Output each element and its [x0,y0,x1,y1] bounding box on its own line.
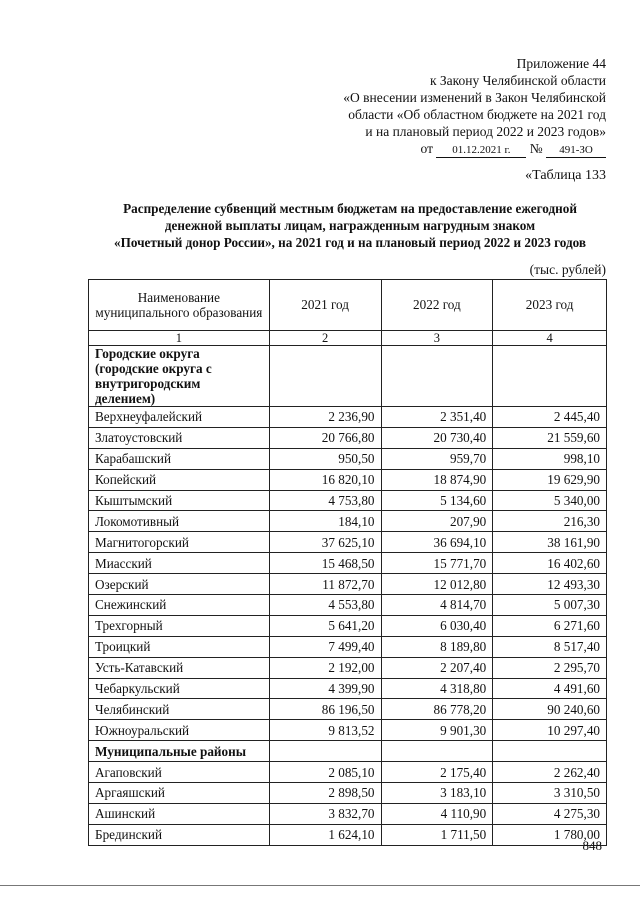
from-label: от [420,141,433,156]
appendix-header [343,55,606,158]
value-2023: 8 517,40 [493,636,607,657]
value-2021: 1 624,10 [269,824,381,845]
table-reference: «Таблица 133 [525,168,606,183]
table-row [89,783,607,804]
value-2023: 5 340,00 [493,490,607,511]
value-2021: 2 236,90 [269,407,381,428]
value-2022: 9 901,30 [381,720,493,741]
group-title: Муниципальные районы [89,741,270,762]
value-2022: 4 814,70 [381,595,493,616]
row-name: Магнитогорский [89,532,270,553]
row-name: Верхнеуфалейский [89,407,270,428]
title-line: Распределение субвенций местным бюджетам на предоставление ежегодной [123,201,577,216]
number-label: № [529,141,543,156]
row-name: Ашинский [89,803,270,824]
subsidy-table [88,279,607,846]
units-label: (тыс. рублей) [529,262,606,277]
value-2023: 3 310,50 [493,783,607,804]
value-2021: 3 832,70 [269,803,381,824]
value-2023: 2 262,40 [493,762,607,783]
table-row [89,657,607,678]
row-name: Аргаяшский [89,783,270,804]
value-2021: 11 872,70 [269,574,381,595]
header-line: и на плановый период 2022 и 2023 годов» [365,124,606,139]
row-name: Снежинский [89,595,270,616]
value-2023: 998,10 [493,448,607,469]
law-reference [421,140,607,158]
law-date: 01.12.2021 г. [436,143,526,158]
header-line: области «Об областном бюджете на 2021 год [348,107,606,122]
row-name: Троицкий [89,636,270,657]
value-2022: 4 318,80 [381,678,493,699]
row-name: Миасский [89,553,270,574]
value-2023: 90 240,60 [493,699,607,720]
value-2022: 12 012,80 [381,574,493,595]
title-line: «Почетный донор России», на 2021 год и на плановый период 2022 и 2023 годов [113,235,587,250]
value-2023: 10 297,40 [493,720,607,741]
table-row [89,636,607,657]
table-row [89,427,607,448]
law-number: 491-ЗО [546,143,606,158]
row-name: Челябинский [89,699,270,720]
table-row [89,469,607,490]
value-2023: 4 491,60 [493,678,607,699]
row-name: Кыштымский [89,490,270,511]
table-row [89,511,607,532]
value-2023: 38 161,90 [493,532,607,553]
value-2022: 36 694,10 [381,532,493,553]
table-row [89,553,607,574]
value-2023: 2 295,70 [493,657,607,678]
group-row [89,346,607,407]
value-2023: 21 559,60 [493,427,607,448]
value-2021: 2 192,00 [269,657,381,678]
row-name: Локомотивный [89,511,270,532]
table-row [89,678,607,699]
table-row [89,615,607,636]
value-2021: 4 553,80 [269,595,381,616]
value-2022: 8 189,80 [381,636,493,657]
row-name: Озерский [89,574,270,595]
value-2022: 5 134,60 [381,490,493,511]
table-row [89,595,607,616]
table-row [89,407,607,428]
table-row [89,448,607,469]
value-2021: 184,10 [269,511,381,532]
title-line: денежной выплаты лицам, награжденным нагрудным знаком [164,218,536,233]
value-2023: 1 780,00 [493,824,607,845]
table-row [89,803,607,824]
column-header-name: Наименование муниципального образования [89,280,270,331]
value-2022: 15 771,70 [381,553,493,574]
value-2022: 207,90 [381,511,493,532]
page-number: 848 [582,838,602,853]
header-line: к Закону Челябинской области [429,73,606,88]
document-title [80,200,620,251]
value-2022: 20 730,40 [381,427,493,448]
value-2021: 2 898,50 [269,783,381,804]
row-name: Копейский [89,469,270,490]
header-line: Приложение 44 [516,56,606,71]
column-number: 2 [269,331,381,346]
table-row [89,574,607,595]
value-2023: 2 445,40 [493,407,607,428]
group-row [89,741,607,762]
row-name: Южноуральский [89,720,270,741]
value-2023: 216,30 [493,511,607,532]
value-2021: 5 641,20 [269,615,381,636]
row-name: Карабашский [89,448,270,469]
value-2021: 15 468,50 [269,553,381,574]
table-row [89,824,607,845]
value-2021: 16 820,10 [269,469,381,490]
row-name: Златоустовский [89,427,270,448]
column-header-2023: 2023 год [493,280,607,331]
value-2021: 2 085,10 [269,762,381,783]
table-row [89,532,607,553]
group-title: Городские округа (городские округа с внутригородским делением) [89,346,270,407]
value-2022: 4 110,90 [381,803,493,824]
value-2022: 6 030,40 [381,615,493,636]
value-2021: 9 813,52 [269,720,381,741]
value-2022: 2 175,40 [381,762,493,783]
column-number: 1 [89,331,270,346]
value-2021: 4 753,80 [269,490,381,511]
value-2022: 2 351,40 [381,407,493,428]
table-row [89,720,607,741]
column-header-2022: 2022 год [381,280,493,331]
footer-rule [0,885,640,886]
column-number: 3 [381,331,493,346]
value-2022: 2 207,40 [381,657,493,678]
value-2021: 86 196,50 [269,699,381,720]
row-name: Агаповский [89,762,270,783]
value-2023: 6 271,60 [493,615,607,636]
value-2022: 1 711,50 [381,824,493,845]
value-2021: 950,50 [269,448,381,469]
column-header-2021: 2021 год [269,280,381,331]
value-2023: 19 629,90 [493,469,607,490]
table-row [89,762,607,783]
row-name: Усть-Катавский [89,657,270,678]
value-2023: 5 007,30 [493,595,607,616]
row-name: Трехгорный [89,615,270,636]
value-2022: 3 183,10 [381,783,493,804]
table-row [89,490,607,511]
value-2022: 18 874,90 [381,469,493,490]
value-2022: 959,70 [381,448,493,469]
table-row [89,699,607,720]
value-2023: 4 275,30 [493,803,607,824]
value-2021: 4 399,90 [269,678,381,699]
header-line: «О внесении изменений в Закон Челябинской [343,90,606,105]
value-2021: 20 766,80 [269,427,381,448]
value-2021: 7 499,40 [269,636,381,657]
value-2023: 16 402,60 [493,553,607,574]
value-2022: 86 778,20 [381,699,493,720]
row-name: Чебаркульский [89,678,270,699]
value-2021: 37 625,10 [269,532,381,553]
column-number: 4 [493,331,607,346]
row-name: Брединский [89,824,270,845]
value-2023: 12 493,30 [493,574,607,595]
